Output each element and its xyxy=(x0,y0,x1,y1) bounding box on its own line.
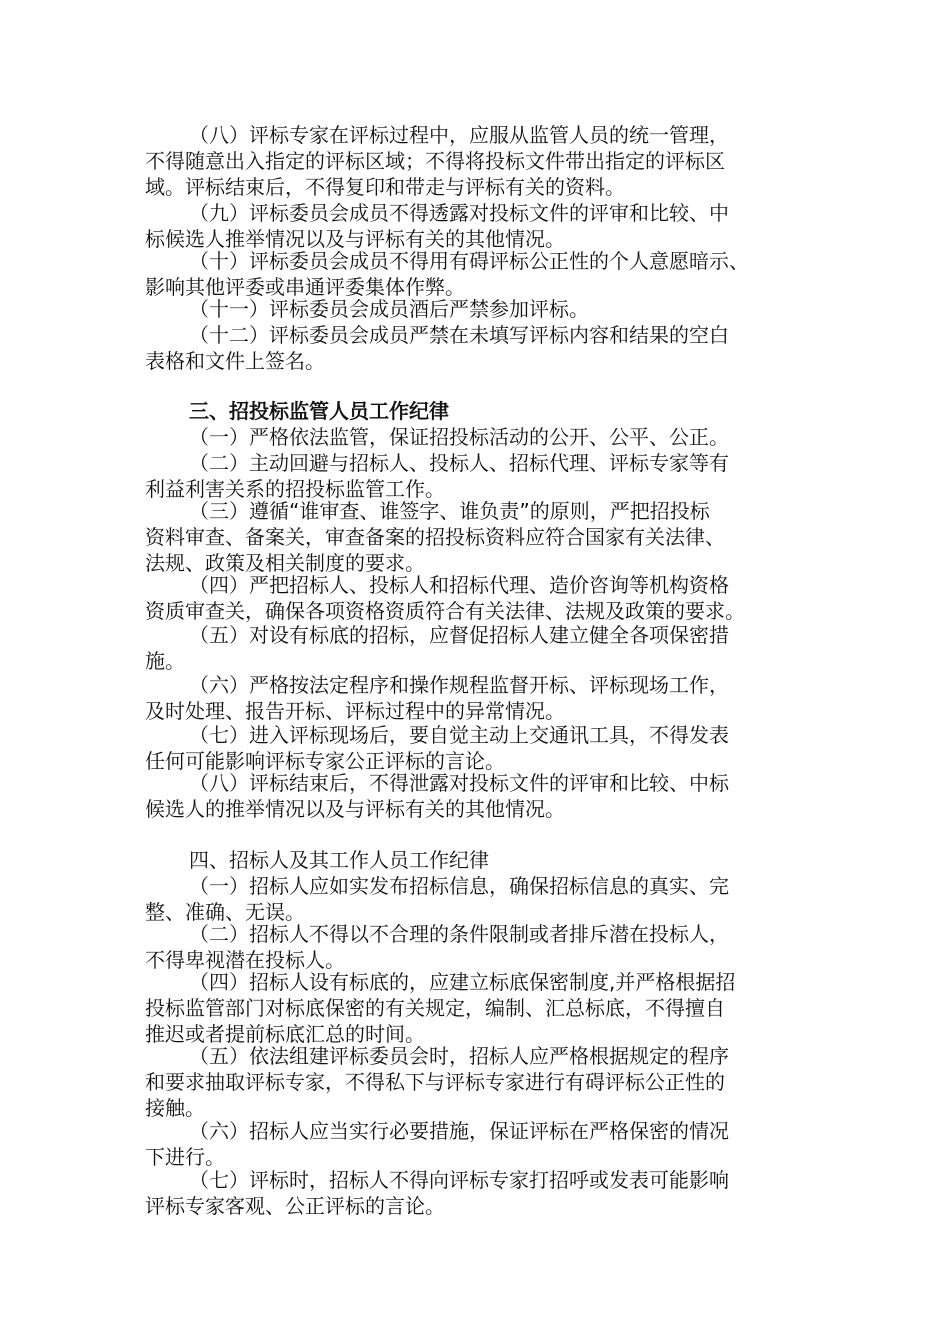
text-line: 影响其他评委或串通评委集体作弊。 xyxy=(145,275,465,299)
text-line: （一）严格依法监管，保证招投标活动的公开、公平、公正。 xyxy=(189,425,729,449)
text-line: （十二）评标委员会成员严禁在未填写评标内容和结果的空白 xyxy=(189,323,729,347)
paragraph xyxy=(145,296,807,322)
text-line: （三）遵循“谁审查、谁签字、谁负责”的原则，严把招投标 xyxy=(189,499,710,523)
paragraph xyxy=(145,770,807,822)
text-line: （四）招标人设有标底的，应建立标底保密制度,并严格根据招 xyxy=(189,970,736,994)
paragraph xyxy=(145,921,807,973)
text-line: 标候选人推举情况以及与评标有关的其他情况。 xyxy=(145,227,565,251)
text-line: （九）评标委员会成员不得透露对投标文件的评审和比较、中 xyxy=(189,201,729,225)
text-line: 施。 xyxy=(145,649,185,673)
text-line: 推迟或者提前标底汇总的时间。 xyxy=(145,1022,425,1046)
paragraph xyxy=(145,424,807,450)
paragraph xyxy=(145,572,807,624)
text-line: （五）依法组建评标委员会时，招标人应严格根据规定的程序 xyxy=(189,1044,729,1068)
paragraph xyxy=(145,873,807,925)
text-line: 资质审查关，确保各项资格资质符合有关法律、法规及政策的要求。 xyxy=(145,599,745,623)
text-line: 不得随意出入指定的评标区域；不得将投标文件带出指定的评标区 xyxy=(145,149,725,173)
section-heading: 四、招标人及其工作人员工作纪律 xyxy=(189,848,489,872)
text-line: 法规、政策及相关制度的要求。 xyxy=(145,551,425,575)
text-line: 候选人的推举情况以及与评标有关的其他情况。 xyxy=(145,797,565,821)
text-line: 资料审查、备案关，审查备案的招投标资料应符合国家有关法律、 xyxy=(145,525,725,549)
text-line: 下进行。 xyxy=(145,1145,225,1169)
text-line: （六）招标人应当实行必要措施，保证评标在严格保密的情况 xyxy=(189,1119,729,1143)
paragraph xyxy=(145,450,807,502)
text-line: （二）招标人不得以不合理的条件限制或者排斥潜在投标人， xyxy=(189,922,729,946)
text-line: 表格和文件上签名。 xyxy=(145,349,325,373)
text-line: 评标专家客观、公正评标的言论。 xyxy=(145,1194,445,1218)
text-line: 接触。 xyxy=(145,1096,205,1120)
text-line: 和要求抽取评标专家，不得私下与评标专家进行有碍评标公正性的 xyxy=(145,1070,725,1094)
paragraph xyxy=(145,1167,807,1219)
paragraph xyxy=(145,1118,807,1170)
text-line: （五）对设有标底的招标，应督促招标人建立健全各项保密措 xyxy=(189,623,729,647)
text-line: （七）进入评标现场后，要自觉主动上交通讯工具，不得发表 xyxy=(189,723,729,747)
text-line: （六）严格按法定程序和操作规程监督开标、评标现场工作， xyxy=(189,673,729,697)
text-line: 及时处理、报告开标、评标过程中的异常情况。 xyxy=(145,699,565,723)
text-line: 任何可能影响评标专家公正评标的言论。 xyxy=(145,749,505,773)
paragraph xyxy=(145,122,807,200)
paragraph xyxy=(145,969,807,1047)
paragraph xyxy=(145,248,807,300)
text-line: 投标监管部门对标底保密的有关规定，编制、汇总标底，不得擅自 xyxy=(145,996,725,1020)
text-line: （十）评标委员会成员不得用有碍评标公正性的个人意愿暗示、 xyxy=(189,249,749,273)
text-line: （八）评标结束后，不得泄露对投标文件的评审和比较、中标 xyxy=(189,771,729,795)
section-heading: 三、招投标监管人员工作纪律 xyxy=(189,399,449,423)
paragraph xyxy=(145,322,807,374)
text-line: 整、准确、无误。 xyxy=(145,900,305,924)
text-line: （七）评标时，招标人不得向评标专家打招呼或发表可能影响 xyxy=(189,1168,729,1192)
text-line: （四）严把招标人、投标人和招标代理、造价咨询等机构资格 xyxy=(189,573,729,597)
text-line: （二）主动回避与招标人、投标人、招标代理、评标专家等有 xyxy=(189,451,729,475)
paragraph xyxy=(145,622,807,674)
text-line: 域。评标结束后，不得复印和带走与评标有关的资料。 xyxy=(145,175,625,199)
text-line: 不得卑视潜在投标人。 xyxy=(145,948,345,972)
paragraph xyxy=(145,672,807,724)
text-line: （八）评标专家在评标过程中，应服从监管人员的统一管理， xyxy=(189,123,729,147)
paragraph xyxy=(145,200,807,252)
text-line: 利益利害关系的招投标监管工作。 xyxy=(145,477,445,501)
text-line: （十一）评标委员会成员酒后严禁参加评标。 xyxy=(189,297,589,321)
paragraph xyxy=(145,722,807,774)
text-line: （一）招标人应如实发布招标信息，确保招标信息的真实、完 xyxy=(189,874,729,898)
paragraph xyxy=(145,1043,807,1121)
paragraph xyxy=(145,498,807,576)
